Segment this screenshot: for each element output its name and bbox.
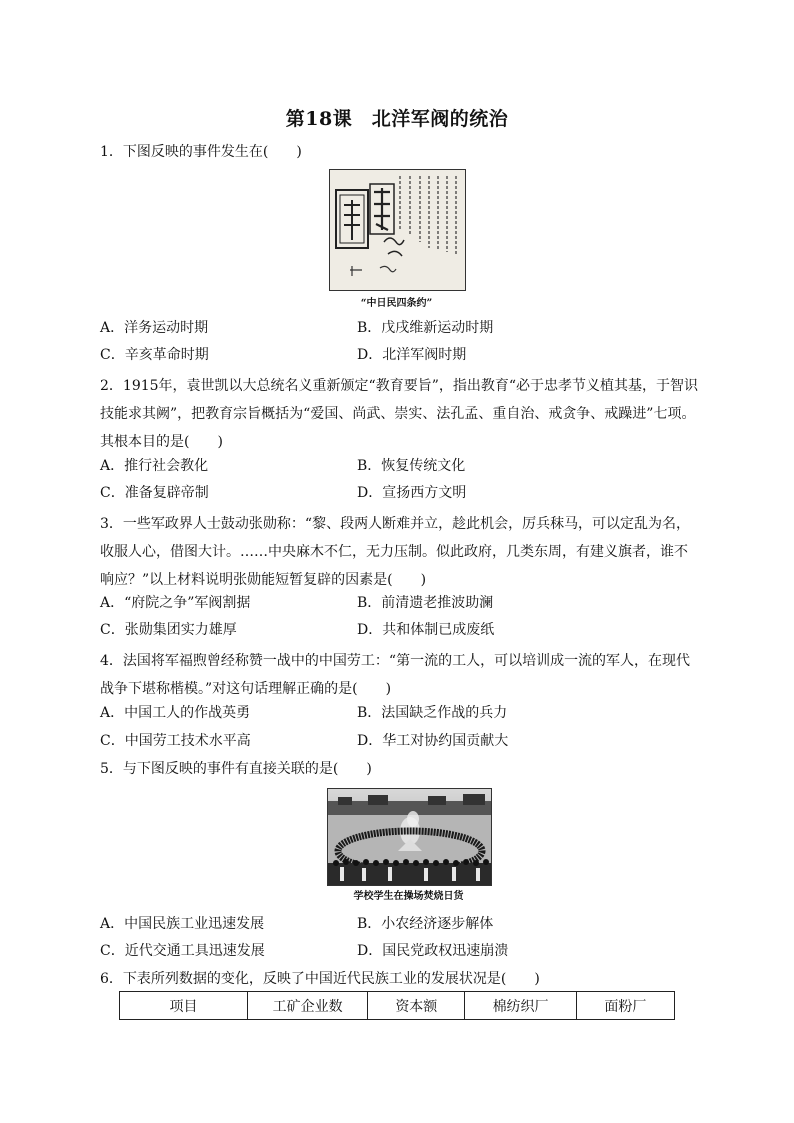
crowd-photo-illustration <box>328 789 491 885</box>
q4-option-d[interactable]: D．华工对协约国贡献大 <box>357 733 509 749</box>
q5-option-b[interactable]: B．小农经济逐步解体 <box>357 916 494 932</box>
q5-option-a[interactable]: A．中国民族工业迅速发展 <box>100 916 265 932</box>
q4-option-a[interactable]: A．中国工人的作战英勇 <box>100 705 251 721</box>
q1-option-c[interactable]: C．辛亥革命时期 <box>100 347 209 363</box>
table-header-cotton-mills: 棉纺织厂 <box>465 992 576 1020</box>
q3-option-c[interactable]: C．张勋集团实力雄厚 <box>100 622 237 638</box>
figure-5-caption: 学校学生在操场焚烧日货 <box>353 891 464 902</box>
q3-option-d[interactable]: D．共和体制已成废纸 <box>357 622 495 638</box>
treaty-document-illustration <box>330 170 465 290</box>
question-1-stem: 1．下图反映的事件发生在( ) <box>100 144 302 160</box>
q1-option-d[interactable]: D．北洋军阀时期 <box>357 347 467 363</box>
q5-option-c[interactable]: C．近代交通工具迅速发展 <box>100 943 265 959</box>
table-header-enterprises: 工矿企业数 <box>248 992 368 1020</box>
industry-data-table <box>119 991 675 1020</box>
q2-option-d[interactable]: D．宣扬西方文明 <box>357 485 467 501</box>
treaty-document-image <box>329 169 466 291</box>
q4-option-b[interactable]: B．法国缺乏作战的兵力 <box>357 705 508 721</box>
q2-option-b[interactable]: B．恢复传统文化 <box>357 458 466 474</box>
table-header-row <box>120 992 675 1020</box>
page-title: 第18课 北洋军阀的统治 <box>285 108 509 130</box>
question-6-stem: 6．下表所列数据的变化，反映了中国近代民族工业的发展状况是( ) <box>100 971 540 987</box>
q1-option-b[interactable]: B．戊戌维新运动时期 <box>357 320 494 336</box>
table-header-capital: 资本额 <box>368 992 465 1020</box>
table-header-flour-mills: 面粉厂 <box>576 992 674 1020</box>
q2-option-a[interactable]: A．推行社会教化 <box>100 458 209 474</box>
table-header-item: 项目 <box>120 992 248 1020</box>
question-2-stem: 2．1915年，袁世凯以大总统名义重新颁定“教育要旨”，指出教育“必于忠孝节义植其基，于智识技能求其阙”，把教育宗旨概括为“爱国、尚武、崇实、法孔孟、重自治、戒贪争、戒躁进”七项。其根本目的是( ) <box>100 378 699 450</box>
students-burning-goods-photo <box>327 788 492 886</box>
q3-option-a[interactable]: A．“府院之争”军阀割据 <box>100 595 251 611</box>
q4-option-c[interactable]: C．中国劳工技术水平高 <box>100 733 251 749</box>
figure-1-caption: “中日民四条约” <box>360 298 433 309</box>
question-3-stem: 3．一些军政界人士鼓动张勋称：“黎、段两人断难并立，趁此机会，厉兵秣马，可以定乱为名，收服人心，借图大计。……中央麻木不仁，无力压制。似此政府，几类东周，有建义旗者，谁不响应？”以上材料说明张勋能短暂复辟的因素是( ) <box>100 516 691 588</box>
question-5-stem: 5．与下图反映的事件有直接关联的是( ) <box>100 761 372 777</box>
q1-option-a[interactable]: A．洋务运动时期 <box>100 320 209 336</box>
q5-option-d[interactable]: D．国民党政权迅速崩溃 <box>357 943 509 959</box>
q3-option-b[interactable]: B．前清遗老推波助澜 <box>357 595 494 611</box>
q2-option-c[interactable]: C．准备复辟帝制 <box>100 485 209 501</box>
question-4-stem: 4．法国将军福煦曾经称赞一战中的中国劳工：“第一流的工人，可以培训成一流的军人，在现代战争下堪称楷模。”对这句话理解正确的是( ) <box>100 653 691 697</box>
